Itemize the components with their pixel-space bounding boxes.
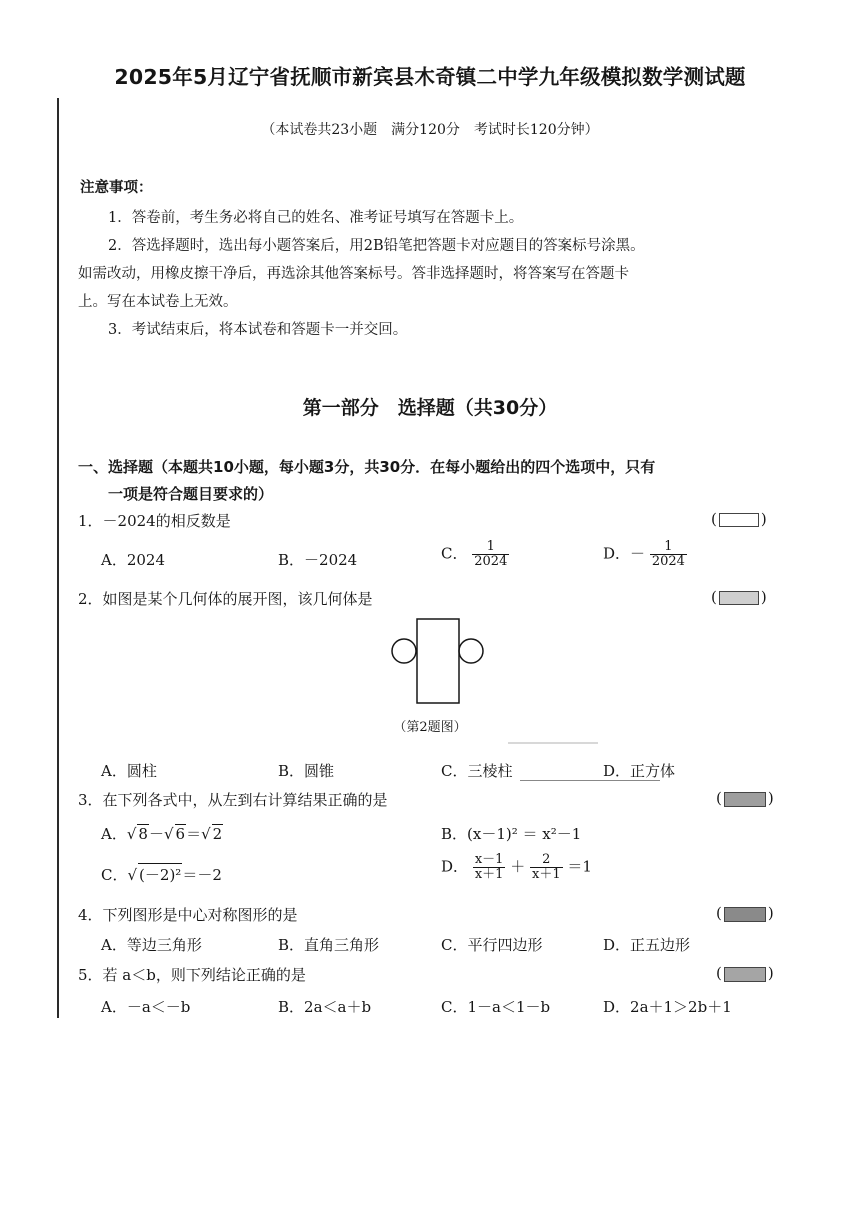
notice-item-2-cont: 如需改动，用橡皮擦干净后，再选涂其他答案标号。答非选择题时，将答案写在答题卡 bbox=[78, 266, 629, 282]
q5-option-d[interactable]: D．2a＋1＞2b＋1 bbox=[603, 998, 732, 1016]
exam-title: 2025年5月辽宁省抚顺市新宾县木奇镇二中学九年级模拟数学测试题 bbox=[114, 65, 746, 89]
notice-item-2: 2．答选择题时，选出每小题答案后，用2B铅笔把答题卡对应题目的答案标号涂黑。 bbox=[108, 238, 645, 254]
fraction: $\frac{1}{2024}$ bbox=[474, 539, 508, 569]
answer-bracket-3[interactable]: ( ) bbox=[716, 789, 774, 807]
q2-option-d[interactable]: D．正方体 bbox=[603, 762, 676, 780]
question-4-stem: 4．下列图形是中心对称图形的是 bbox=[78, 906, 298, 924]
net-circle-left bbox=[392, 639, 416, 663]
scan-mark bbox=[508, 742, 598, 744]
net-rectangle bbox=[417, 619, 459, 703]
q5-option-c[interactable]: C．1－a＜1－b bbox=[441, 998, 551, 1016]
answer-box[interactable] bbox=[719, 591, 759, 605]
question-2-stem: 2．如图是某个几何体的展开图，该几何体是 bbox=[78, 590, 373, 608]
figure-caption: （第2题图） bbox=[393, 720, 467, 735]
q4-option-c[interactable]: C．平行四边形 bbox=[441, 936, 543, 954]
part-title: 第一部分 选择题（共30分） bbox=[302, 397, 558, 419]
section-heading-cont: 一项是符合题目要求的） bbox=[108, 485, 274, 503]
question-3-stem: 3．在下列各式中，从左到右计算结果正确的是 bbox=[78, 791, 388, 809]
section-heading: 一、选择题（本题共10小题，每小题3分，共30分．在每小题给出的四个选项中，只有 bbox=[78, 458, 656, 476]
answer-box[interactable] bbox=[724, 967, 766, 982]
answer-box[interactable] bbox=[724, 907, 766, 922]
notice-item-1: 1．答卷前，考生务必将自己的姓名、准考证号填写在答题卡上。 bbox=[108, 210, 524, 226]
q3-option-b[interactable]: B．(x－1)² ＝ x²－1 bbox=[441, 825, 582, 843]
net-circle-right bbox=[459, 639, 483, 663]
fraction: $\frac{2}{x+1}$ bbox=[532, 852, 561, 882]
answer-bracket-2[interactable]: ( ) bbox=[711, 588, 767, 606]
exam-subtitle: （本试卷共23小题 满分120分 考试时长120分钟） bbox=[261, 122, 599, 138]
notice-item-2-end: 上。写在本试卷上无效。 bbox=[78, 294, 238, 310]
fraction: $\frac{1}{2024}$ bbox=[651, 539, 685, 569]
answer-bracket-4[interactable]: ( ) bbox=[716, 904, 774, 922]
q5-option-a[interactable]: A．－a＜－b bbox=[101, 998, 191, 1016]
fraction: $\frac{x-1}{x+1}$ bbox=[474, 852, 504, 882]
q1-option-b[interactable]: B．－2024 bbox=[278, 551, 358, 569]
q4-option-a[interactable]: A．等边三角形 bbox=[101, 936, 202, 954]
margin-rule bbox=[57, 98, 59, 1018]
q1-option-c[interactable]: C． $\frac{1}{2024}$ bbox=[441, 539, 508, 569]
notice-heading: 注意事项： bbox=[80, 180, 153, 196]
q2-option-b[interactable]: B．圆锥 bbox=[278, 762, 335, 780]
answer-box[interactable] bbox=[719, 513, 759, 527]
answer-bracket-5[interactable]: ( ) bbox=[716, 964, 774, 982]
q5-option-b[interactable]: B．2a＜a＋b bbox=[278, 998, 372, 1016]
question-5-stem: 5．若 a＜b，则下列结论正确的是 bbox=[78, 966, 306, 984]
q1-option-a[interactable]: A．2024 bbox=[101, 551, 166, 569]
question-1-stem: 1．－2024的相反数是 bbox=[78, 512, 231, 530]
q4-option-b[interactable]: B．直角三角形 bbox=[278, 936, 380, 954]
q3-option-d[interactable]: D． $\frac{x-1}{x+1}$ ＋ $\frac{2}{x+1}$ ＝1 bbox=[441, 852, 592, 882]
cylinder-net-figure bbox=[385, 615, 495, 707]
notice-item-3: 3．考试结束后，将本试卷和答题卡一并交回。 bbox=[108, 322, 408, 338]
q3-option-c[interactable]: C．√ (－2)²＝－2 bbox=[101, 863, 222, 885]
answer-bracket-1[interactable]: ( ) bbox=[711, 510, 767, 528]
q2-option-a[interactable]: A．圆柱 bbox=[101, 762, 157, 780]
q3-option-a[interactable]: A．√ 8－√ 6＝√ 2 bbox=[101, 825, 223, 843]
q2-option-c[interactable]: C．三棱柱 bbox=[441, 762, 513, 780]
q1-option-d[interactable]: D．－ $\frac{1}{2024}$ bbox=[603, 539, 685, 569]
q4-option-d[interactable]: D．正五边形 bbox=[603, 936, 691, 954]
answer-box[interactable] bbox=[724, 792, 766, 807]
